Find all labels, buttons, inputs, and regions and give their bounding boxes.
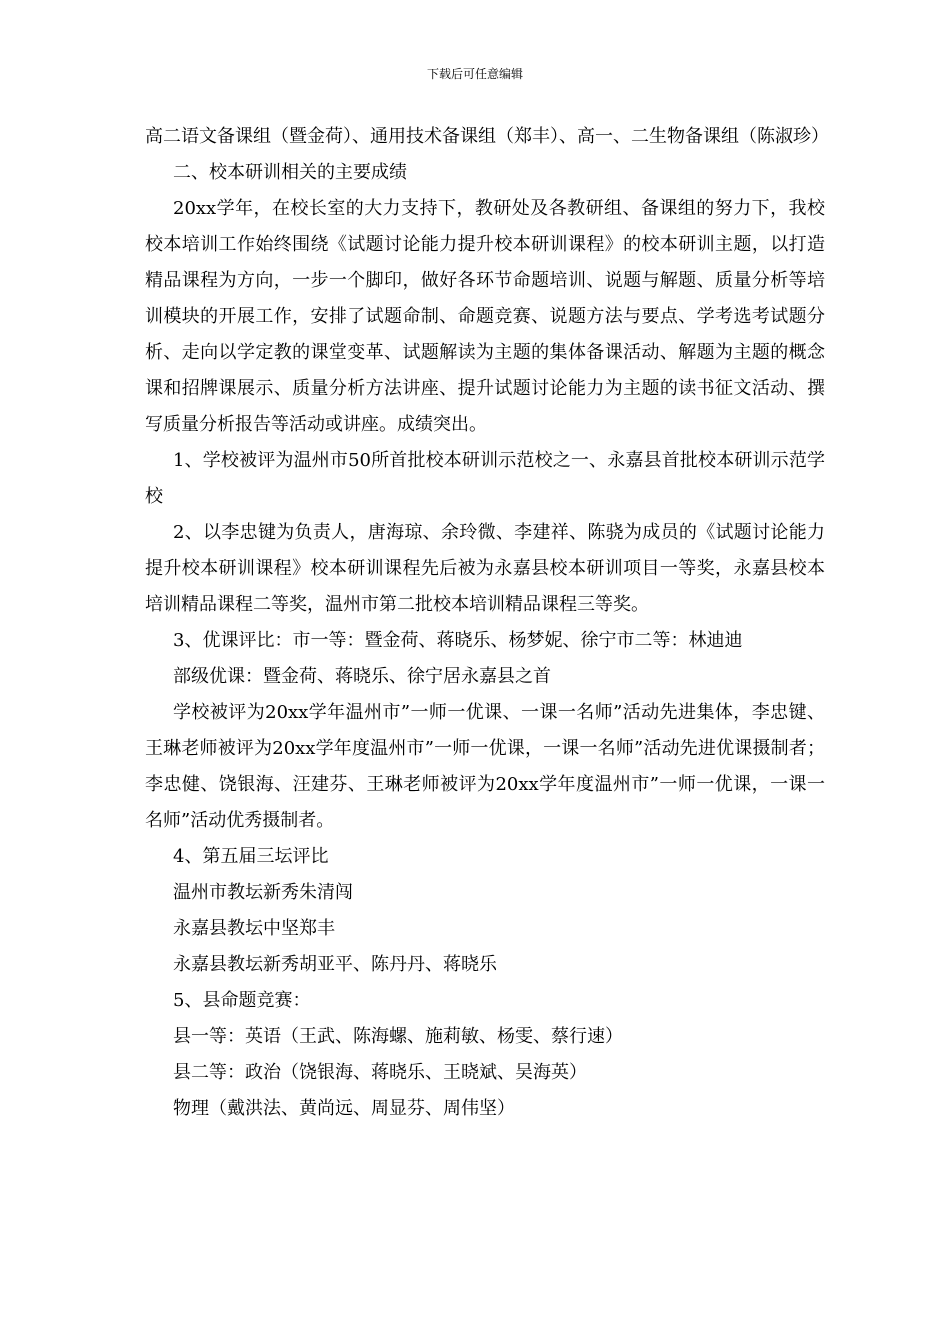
list-item: 物理（戴洪法、黄尚远、周显芬、周伟坚） [173,1098,515,1119]
list-item: 温州市教坛新秀朱清闯 [173,882,353,903]
page-header: 下载后可任意编辑 [426,67,523,81]
paragraph: 学校被评为20xx学年温州市”一师一优课、一课一名师”活动先进集体，李忠键、王琳老师被评为20xx学年度温州市”一师一优课，一课一名师”活动先进优课摄制者；李忠健、饶银海、汪建芬、王琳老师被评为20xx学年度温州市”一师一优课，一课一名师”活动优秀摄制者。 [145,702,825,831]
list-item: 县一等：英语（王武、陈海螺、施莉敏、杨雯、蔡行速） [173,1026,623,1047]
list-item: 永嘉县教坛新秀胡亚平、陈丹丹、蒋晓乐 [173,954,497,975]
list-item: 5、县命题竞赛： [173,990,311,1011]
list-item: 3、优课评比：市一等：暨金荷、蒋晓乐、杨梦妮、徐宁市二等：林迪迪 [173,630,743,651]
document-body [145,119,829,1127]
list-item: 县二等：政治（饶银海、蒋晓乐、王晓斌、吴海英） [173,1062,587,1083]
list-item: 4、第五届三坛评比 [173,846,329,867]
list-item: 1、学校被评为温州市50所首批校本研训示范校之一、永嘉县首批校本研训示范学校 [145,450,825,507]
list-item: 永嘉县教坛中坚郑丰 [173,918,335,939]
list-item: 部级优课：暨金荷、蒋晓乐、徐宁居永嘉县之首 [173,666,551,687]
paragraph: 20xx学年，在校长室的大力支持下，教研处及各教研组、备课组的努力下，我校校本培训工作始终围绕《试题讨论能力提升校本研训课程》的校本研训主题，以打造精品课程为方向，一步一个脚印，做好各环节命题培训、说题与解题、质量分析等培训模块的开展工作，安排了试题命制、命题竞赛、说题方法与要点、学考选考试题分析、走向以学定教的课堂变革、试题解读为主题的集体备课活动、解题为主题的概念课和招牌课展示、质量分析方法讲座、提升试题讨论能力为主题的读书征文活动、撰写质量分析报告等活动或讲座。成绩突出。 [145,198,825,435]
list-item: 2、以李忠键为负责人，唐海琼、余玲微、李建祥、陈骁为成员的《试题讨论能力提升校本研训课程》校本研训课程先后被为永嘉县校本研训项目一等奖，永嘉县校本培训精品课程二等奖，温州市第二批校本培训精品课程三等奖。 [145,522,825,615]
section-heading: 二、校本研训相关的主要成绩 [173,162,407,183]
paragraph: 高二语文备课组（暨金荷）、通用技术备课组（郑丰）、高一、二生物备课组（陈淑珍） [145,126,829,147]
